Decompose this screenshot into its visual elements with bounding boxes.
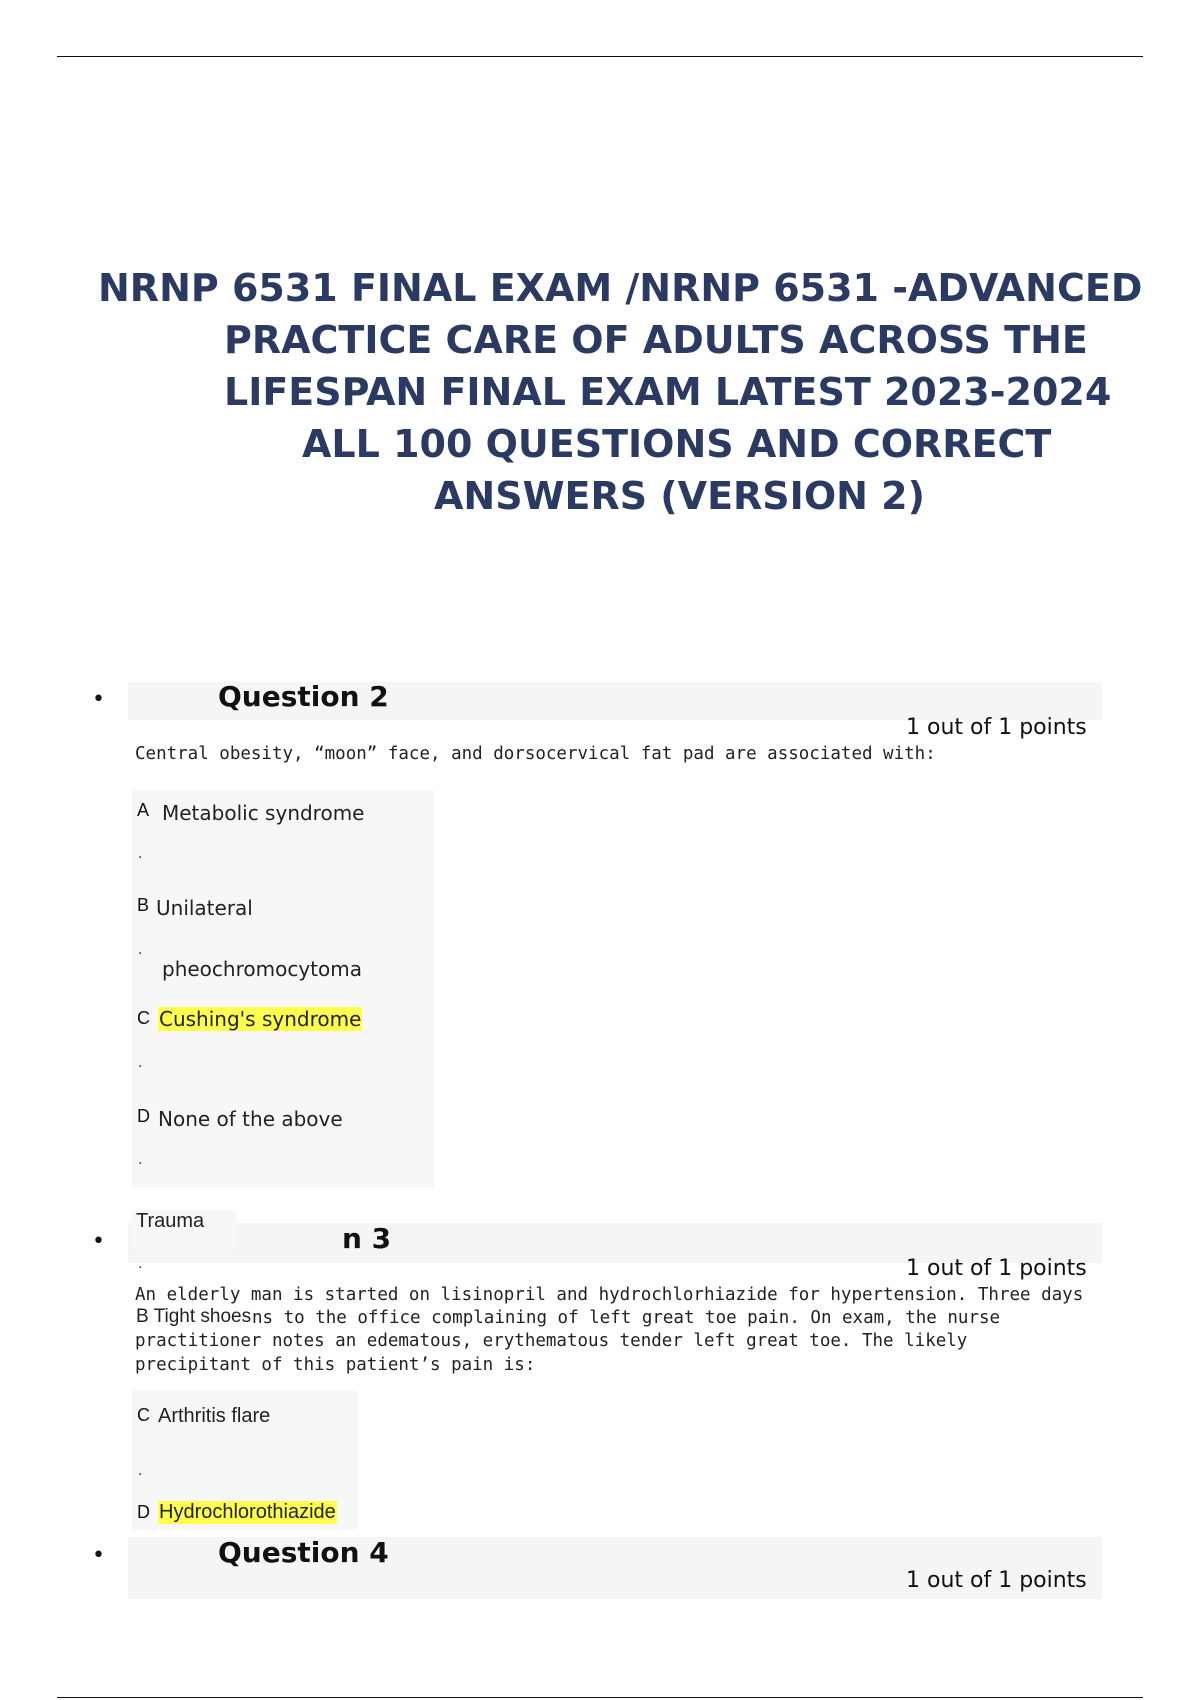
answer-option-d-correct[interactable]: Hydrochlorothiazide bbox=[159, 1501, 336, 1523]
question-text-line: ns to the office complaining of left great toe pain. On exam, the nurse bbox=[252, 1308, 1001, 1328]
option-dot: . bbox=[138, 846, 143, 862]
option-dot: . bbox=[138, 1152, 143, 1168]
option-letter: C bbox=[137, 1405, 150, 1425]
bullet-icon: • bbox=[92, 1229, 105, 1254]
option-dot: . bbox=[138, 1256, 143, 1272]
question-text-line: An elderly man is started on lisinopril and hydrochlorhiazide for hypertension. Three days bbox=[135, 1285, 1084, 1305]
question-text-line: practitioner notes an edematous, erythematous tender left great toe. The likely bbox=[135, 1331, 968, 1351]
title-line: NRNP 6531 FINAL EXAM /NRNP 6531 -ADVANCED bbox=[98, 266, 1143, 310]
question-heading: n 3 bbox=[342, 1222, 392, 1255]
question-points: 1 out of 1 points bbox=[906, 1568, 1087, 1593]
answer-option-b[interactable]: Unilateral bbox=[156, 896, 253, 920]
answer-option-a[interactable]: Trauma bbox=[136, 1210, 205, 1232]
document-title bbox=[90, 262, 1143, 522]
title-line: PRACTICE CARE OF ADULTS ACROSS THE bbox=[224, 318, 1088, 362]
question-points: 1 out of 1 points bbox=[906, 715, 1087, 740]
title-line: LIFESPAN FINAL EXAM LATEST 2023-2024 bbox=[224, 370, 1112, 414]
option-letter: B bbox=[137, 895, 150, 915]
answer-option-d[interactable]: None of the above bbox=[158, 1107, 343, 1131]
question-text: Central obesity, “moon” face, and dorsocervical fat pad are associated with: bbox=[135, 744, 936, 764]
option-dot: . bbox=[138, 942, 143, 958]
option-letter: D bbox=[137, 1106, 150, 1126]
answer-option-c[interactable]: Arthritis flare bbox=[158, 1405, 271, 1427]
question-heading: Question 4 bbox=[218, 1536, 389, 1569]
answer-option-b-cont[interactable]: pheochromocytoma bbox=[162, 957, 362, 981]
question-points: 1 out of 1 points bbox=[906, 1256, 1087, 1281]
answer-option-c-correct[interactable]: Cushing's syndrome bbox=[159, 1007, 362, 1031]
bullet-icon: • bbox=[92, 687, 105, 712]
title-line: ANSWERS (VERSION 2) bbox=[434, 474, 925, 518]
option-dot: . bbox=[138, 1463, 143, 1479]
question-heading: Question 2 bbox=[218, 680, 389, 713]
option-letter: D bbox=[137, 1502, 150, 1522]
answer-option-a[interactable]: Metabolic syndrome bbox=[162, 801, 365, 825]
question-text-line: precipitant of this patient’s pain is: bbox=[135, 1355, 536, 1375]
title-line: ALL 100 QUESTIONS AND CORRECT bbox=[302, 422, 1052, 466]
answer-option-b-overlap[interactable]: B Tight shoes bbox=[136, 1306, 252, 1327]
footer-rule bbox=[57, 1697, 1143, 1698]
option-letter: C bbox=[137, 1008, 150, 1028]
header-rule bbox=[57, 56, 1143, 57]
bullet-icon: • bbox=[92, 1543, 105, 1568]
option-dot: . bbox=[138, 1055, 143, 1071]
option-letter: A bbox=[137, 800, 150, 820]
